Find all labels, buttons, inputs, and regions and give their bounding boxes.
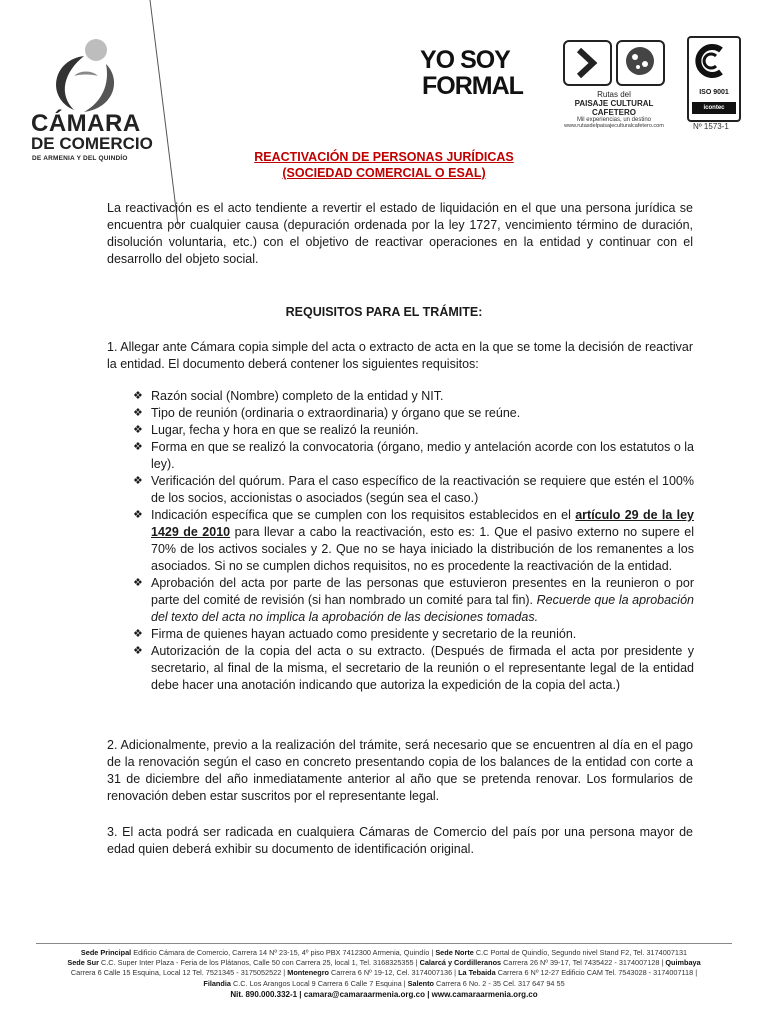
footer-label: Sede Norte bbox=[435, 948, 474, 957]
list-item bbox=[133, 575, 694, 626]
paisaje-text-2: PAISAJE CULTURAL CAFETERO bbox=[574, 99, 654, 117]
list-item bbox=[133, 439, 694, 473]
footer-text: Carrera 26 Nº 39-17, Tel 7435422 - 3174007128 | bbox=[501, 958, 666, 968]
iso-standard: ISO 9001 bbox=[699, 89, 729, 96]
diamond-bullet-icon: ❖ bbox=[133, 645, 143, 657]
yo-soy-formal-logo bbox=[420, 46, 538, 102]
requirements-heading: REQUISITOS PARA EL TRÁMITE: bbox=[285, 305, 483, 319]
arrow-icon bbox=[563, 40, 612, 86]
icontec-iso-logo bbox=[687, 36, 741, 122]
requirement-1: 1. Allegar ante Cámara copia simple del acta o extracto de acta en la que se tome la decisión de reactivar la entidad. El documento deberá contener los siguientes requisitos: bbox=[107, 340, 693, 371]
italic-note: Recuerde que la aprobación del texto del acta no implica la aprobación de las decisiones tomadas. bbox=[151, 593, 694, 624]
icontec-c-icon bbox=[689, 38, 735, 84]
footer-text: Carrera 6 Nº 19-12, Cel. 3174007136 | bbox=[329, 968, 459, 978]
footer-text: Edificio Cámara de Comercio, Carrera 14 Nº 23-15, 4º piso PBX 7412300 Armenia, Quindío | bbox=[131, 948, 436, 957]
logo-text-de-comercio: DE COMERCIO bbox=[31, 134, 153, 153]
footer-divider bbox=[36, 943, 732, 944]
requirements-bullet-list bbox=[133, 388, 694, 694]
law-reference: artículo 29 de la ley 1429 de 2010 bbox=[151, 508, 694, 539]
diamond-bullet-icon: ❖ bbox=[133, 390, 143, 402]
document-title: REACTIVACIÓN DE PERSONAS JURÍDICAS bbox=[254, 150, 514, 164]
requirement-3: 3. El acta podrá ser radicada en cualquiera Cámaras de Comercio del país por una persona mayor de edad quien deberá exhibir su documento de identificación original. bbox=[107, 825, 693, 856]
diamond-bullet-icon: ❖ bbox=[133, 441, 143, 453]
bullet-text: para llevar a cabo la reactivación, esto es: 1. Que el pasivo externo no supere el 70% de los activos sociales y 2. Que no se haya iniciado la distribución de los remanentes a los asociados. Si no se cumplen dichos requisitos, no es procedente la reactivación de la entidad. bbox=[151, 525, 694, 573]
logo-text-camara: CÁMARA bbox=[31, 110, 141, 137]
paisaje-cultural-logo bbox=[555, 40, 673, 130]
intro-paragraph: La reactivación es el acto tendiente a revertir el estado de liquidación en el que una persona jurídica se encuentra por cualquier causa (depuración ordenada por la ley 1727, vencimiento término de duración, disolución voluntaria, etc.) con el objetivo de reactivar operaciones en la entidad y continuar con el desarrollo del objeto social. bbox=[107, 201, 693, 266]
diamond-bullet-icon: ❖ bbox=[133, 577, 143, 589]
coffee-tree-icon bbox=[616, 40, 665, 86]
bullet-text: Lugar, fecha y hora en que se realizó la reunión. bbox=[151, 423, 419, 437]
yosoy-text-2: FORMAL bbox=[422, 72, 523, 100]
paisaje-text-3: Mil experiencias, un destino bbox=[576, 117, 652, 123]
yosoy-text-1: YO SOY bbox=[420, 46, 510, 74]
list-item bbox=[133, 473, 694, 507]
list-item bbox=[133, 405, 694, 422]
bullet-text: Tipo de reunión (ordinaria o extraordinaria) y órgano que se reúne. bbox=[151, 406, 521, 420]
list-item bbox=[133, 388, 694, 405]
diamond-bullet-icon: ❖ bbox=[133, 509, 143, 521]
footer-text: C.C. Super Inter Plaza - Feria de los Plátanos, Calle 50 con Carrera 25, local 1, Tel. 3168325355 | bbox=[98, 958, 420, 968]
camara-swirl-icon bbox=[44, 36, 124, 118]
footer-text: Carrera 6 No. 2 - 35 Cel. 317 647 94 55 bbox=[434, 978, 565, 988]
footer-label: Sede Principal bbox=[80, 948, 132, 957]
bullet-text: Aprobación del acta por parte de las personas que estuvieron presentes en la reunieron o por parte del comité de revisión (si han nombrado un comité para tal fin). bbox=[151, 576, 694, 607]
footer-text: Carrera 6 Nº 12-27 Edificio CAM Tel. 7543028 - 3174007118 | bbox=[495, 968, 698, 978]
list-item bbox=[133, 643, 694, 694]
bullet-text: Razón social (Nombre) completo de la entidad y NIT. bbox=[151, 389, 444, 403]
paisaje-text-1: Rutas del bbox=[597, 90, 631, 99]
footer-text: C.C. Los Arangos Local 9 Carrera 6 Calle 7 Esquina | bbox=[230, 978, 408, 988]
footer-label: Sede Sur bbox=[67, 958, 99, 968]
footer-label: Calarcá y Cordilleranos bbox=[419, 958, 502, 968]
bullet-text: Indicación específica que se cumplen con los requisitos establecidos en el bbox=[151, 508, 576, 522]
diamond-bullet-icon: ❖ bbox=[133, 407, 143, 419]
diamond-bullet-icon: ❖ bbox=[133, 628, 143, 640]
footer-label: Montenegro bbox=[287, 968, 329, 978]
footer-label: La Tebaida bbox=[458, 968, 496, 978]
footer-nit-contact: Nit. 890.000.332-1 | camara@camaraarmenia.org.co | www.camaraarmenia.org.co bbox=[230, 989, 538, 999]
footer-label: Quimbaya bbox=[665, 958, 701, 968]
bullet-text: Firma de quienes hayan actuado como presidente y secretario de la reunión. bbox=[151, 627, 577, 641]
footer-contact-info bbox=[20, 948, 748, 1000]
list-item bbox=[133, 422, 694, 439]
diamond-bullet-icon: ❖ bbox=[133, 475, 143, 487]
list-item bbox=[133, 507, 694, 575]
iso-certificate-number: Nº 1573-1 bbox=[693, 122, 729, 131]
footer-label: Filandia bbox=[203, 978, 231, 988]
bullet-text: Forma en que se realizó la convocatoria (órgano, medio y antelación acorde con los estatutos o la ley). bbox=[151, 440, 694, 471]
logo-text-armenia: DE ARMENIA Y DEL QUINDÍO bbox=[32, 155, 128, 162]
footer-text: Carrera 6 Calle 15 Esquina, Local 12 Tel. 7521345 - 3175052522 | bbox=[70, 968, 288, 978]
requirement-2: 2. Adicionalmente, previo a la realización del trámite, será necesario que se encuentren al día en el pago de la renovación según el caso en concreto presentando copia de los balances de la entidad con corte a 31 de diciembre del año inmediatamente anterior al año que se pretenda renovar. Los formularios de renovación deben estar suscritos por el representante legal. bbox=[107, 738, 693, 803]
paisaje-text-4: www.rutasdelpaisajeculturalcafetero.com bbox=[564, 123, 664, 129]
diamond-bullet-icon: ❖ bbox=[133, 424, 143, 436]
bullet-text: Verificación del quórum. Para el caso específico de la reactivación se requiere que estén el 100% de los socios, accionistas o asociados (según sea el caso.) bbox=[151, 474, 694, 505]
icontec-label: icontec bbox=[692, 102, 736, 114]
footer-text: C.C Portal de Quindío, Segundo nivel Stand F2, Tel. 3174007131 bbox=[473, 948, 688, 957]
list-item bbox=[133, 626, 694, 643]
footer-label: Salento bbox=[407, 978, 435, 988]
bullet-text: Autorización de la copia del acta o su extracto. (Después de firmada el acta por presidente y secretario, al final de la misma, el secretario de la reunión o el representante legal de la entidad debe hacer una anotación indicando que autoriza la expedición de la copia del acta.) bbox=[151, 644, 694, 692]
document-subtitle: (SOCIEDAD COMERCIAL O ESAL) bbox=[282, 166, 486, 180]
